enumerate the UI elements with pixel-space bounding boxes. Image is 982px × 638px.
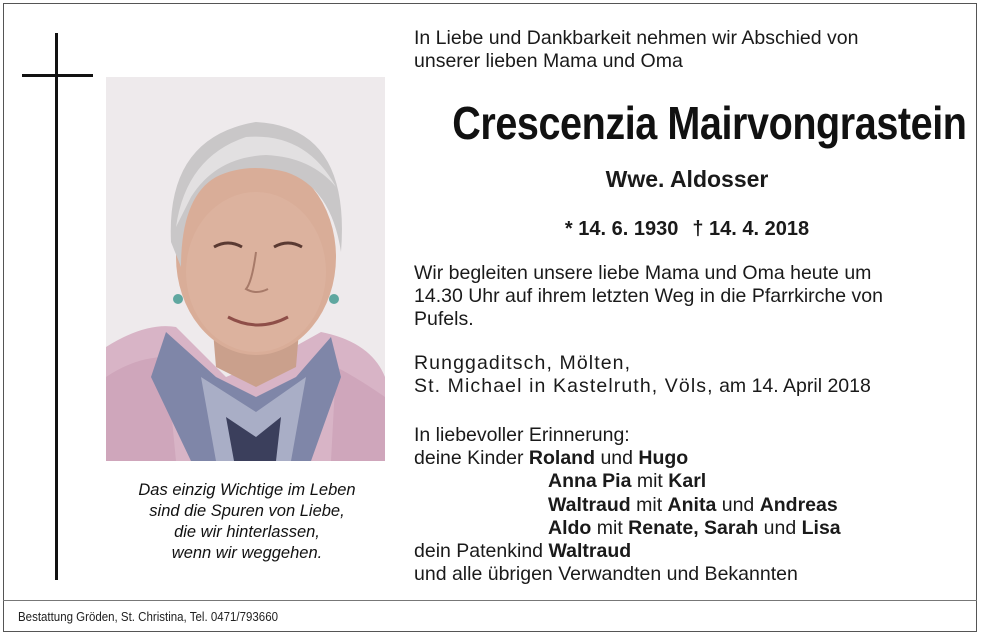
closing-row: und alle übrigen Verwandten und Bekannten bbox=[414, 563, 798, 586]
mourners-heading: In liebevoller Erinnerung: bbox=[414, 424, 630, 446]
quote-line: wenn wir weggehen. bbox=[171, 544, 323, 562]
children-row: Aldo mit Renate, Sarah und Lisa bbox=[548, 516, 841, 539]
portrait-photo bbox=[106, 77, 385, 461]
intro-line: unserer lieben Mama und Oma bbox=[414, 50, 683, 72]
places: St. Michael in Kastelruth, Völs, bbox=[414, 375, 714, 397]
quote-line: Das einzig Wichtige im Leben bbox=[138, 481, 356, 499]
funeral-home-footer: Bestattung Gröden, St. Christina, Tel. 0471/793660 bbox=[18, 610, 278, 624]
quote-line: sind die Spuren von Liebe, bbox=[149, 502, 345, 520]
godchild-row: dein Patenkind Waltraud bbox=[414, 540, 632, 563]
funeral-announcement bbox=[414, 262, 883, 331]
places-line: Runggaditsch, Mölten, bbox=[414, 352, 632, 374]
portrait-illustration bbox=[106, 77, 385, 461]
places-date-line bbox=[414, 375, 871, 398]
children-row: Anna Pia mit Karl bbox=[548, 470, 707, 493]
widow-of: Wwe. Aldosser bbox=[605, 166, 769, 192]
deceased-name: Crescenzia Mairvongrastein bbox=[452, 97, 967, 149]
life-dates bbox=[414, 216, 960, 242]
notice-date: am 14. April 2018 bbox=[719, 375, 871, 397]
funeral-line: 14.30 Uhr auf ihrem letzten Weg in die Pfarrkirche von bbox=[414, 285, 883, 307]
funeral-line: Pufels. bbox=[414, 308, 474, 330]
intro-text bbox=[414, 27, 858, 73]
birth-date: * 14. 6. 1930 bbox=[564, 218, 679, 240]
quote-line: die wir hinterlassen, bbox=[174, 523, 320, 541]
cross-icon bbox=[55, 33, 58, 580]
footer-divider bbox=[3, 600, 977, 601]
intro-line: In Liebe und Dankbarkeit nehmen wir Abschied von bbox=[414, 27, 859, 49]
death-date: † 14. 4. 2018 bbox=[692, 218, 810, 240]
place-and-date bbox=[414, 352, 871, 398]
mourners-list bbox=[414, 424, 841, 586]
children-row: deine Kinder Roland und Hugo bbox=[414, 447, 689, 470]
cross-icon-bar bbox=[22, 74, 93, 77]
memorial-quote bbox=[108, 480, 386, 564]
children-row: Waltraud mit Anita und Andreas bbox=[548, 493, 838, 516]
funeral-line: Wir begleiten unsere liebe Mama und Oma heute um bbox=[414, 262, 872, 284]
